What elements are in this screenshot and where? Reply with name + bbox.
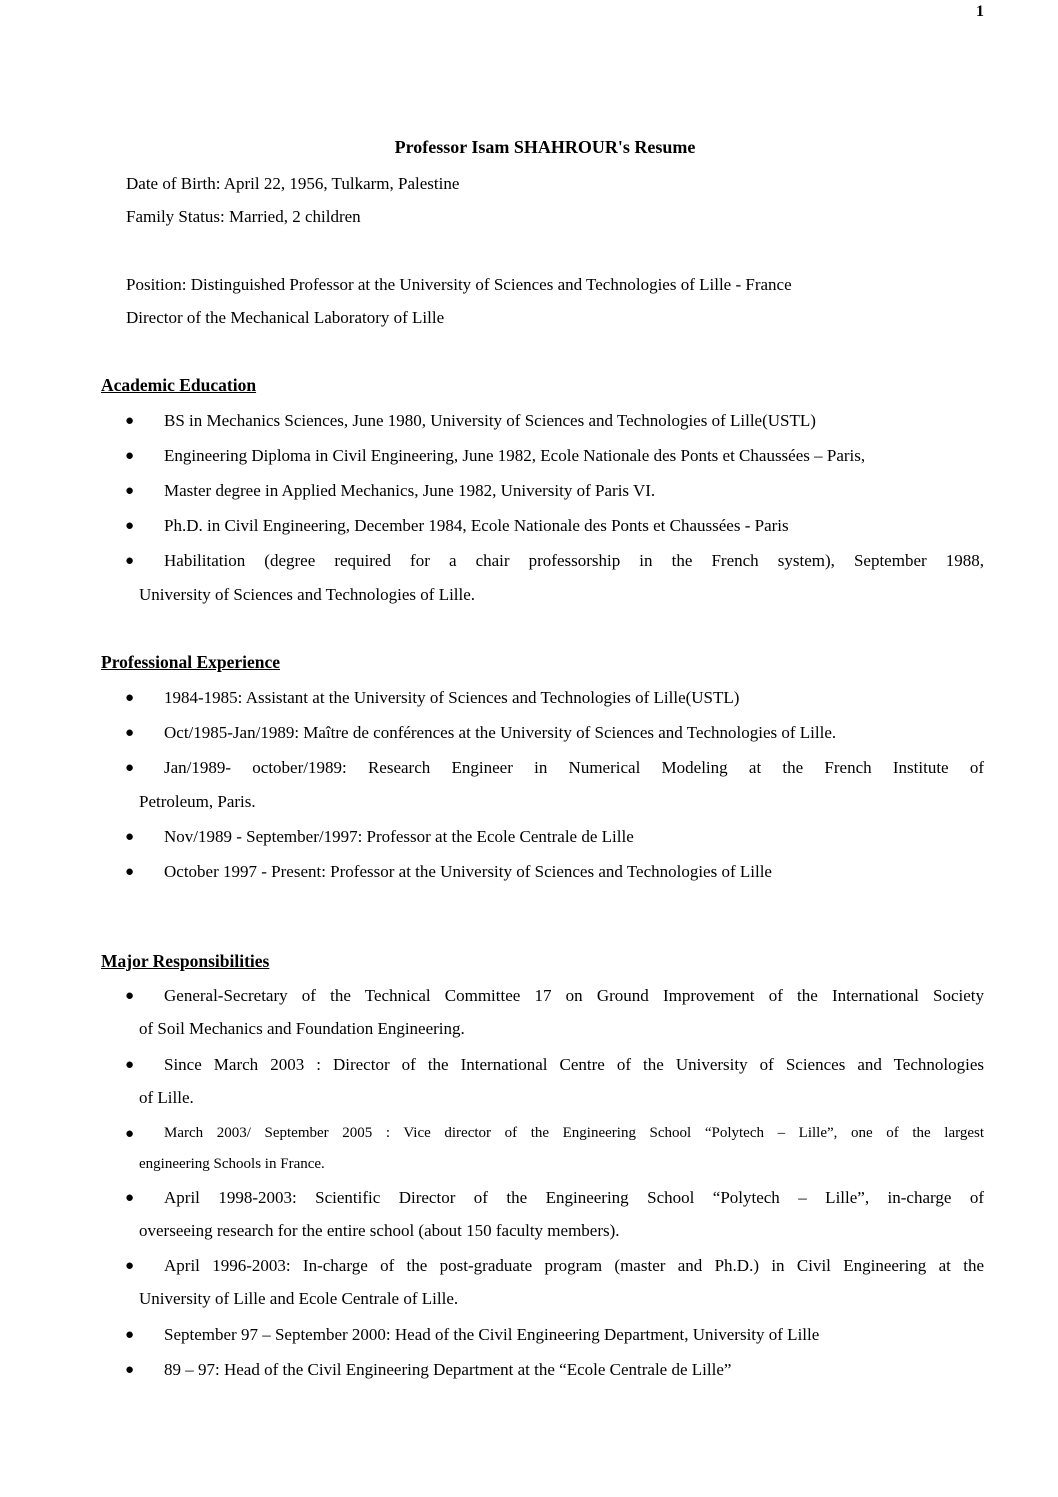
bullet-icon: ● bbox=[125, 988, 135, 1004]
birth-line: Date of Birth: April 22, 1956, Tulkarm, Palestine bbox=[126, 174, 460, 193]
list-item: Master degree in Applied Mechanics, June 1982, University of Paris VI. bbox=[164, 481, 656, 500]
list-item-continuation: engineering Schools in France. bbox=[139, 1156, 325, 1172]
page-number: 1 bbox=[976, 3, 984, 20]
bullet-icon: ● bbox=[125, 1327, 135, 1343]
list-item-continuation: of Soil Mechanics and Foundation Engineering. bbox=[139, 1019, 465, 1038]
list-item-continuation: University of Sciences and Technologies of Lille. bbox=[139, 585, 476, 604]
list-item: April 1996-2003: In-charge of the post-graduate program (master and Ph.D.) in Civil Engineering at the bbox=[164, 1256, 984, 1275]
list-item-continuation: Petroleum, Paris. bbox=[139, 792, 256, 811]
list-item: Ph.D. in Civil Engineering, December 1984, Ecole Nationale des Ponts et Chaussées - Paris bbox=[164, 516, 789, 535]
list-item: Since March 2003 : Director of the International Centre of the University of Sciences and Technologies bbox=[164, 1055, 984, 1074]
bullet-icon: ● bbox=[125, 760, 135, 776]
responsibilities-heading: Major Responsibilities bbox=[101, 951, 270, 971]
family-line: Family Status: Married, 2 children bbox=[126, 207, 361, 226]
list-item: BS in Mechanics Sciences, June 1980, University of Sciences and Technologies of Lille(USTL) bbox=[164, 411, 816, 430]
bullet-icon: ● bbox=[125, 1258, 135, 1274]
list-item: Habilitation (degree required for a chair professorship in the French system), September 1988, bbox=[164, 551, 984, 570]
list-item: 89 – 97: Head of the Civil Engineering Department at the “Ecole Centrale de Lille” bbox=[164, 1360, 732, 1379]
list-item-continuation: University of Lille and Ecole Centrale of Lille. bbox=[139, 1289, 459, 1308]
bullet-icon: ● bbox=[125, 413, 135, 429]
education-heading: Academic Education bbox=[101, 375, 257, 395]
list-item-continuation: overseeing research for the entire school (about 150 faculty members). bbox=[139, 1221, 620, 1240]
list-item: Oct/1985-Jan/1989: Maître de conférences at the University of Sciences and Technologies of Lille. bbox=[164, 723, 837, 742]
bullet-icon: ● bbox=[125, 483, 135, 499]
bullet-icon: ● bbox=[125, 448, 135, 464]
page-title: Professor Isam SHAHROUR's Resume bbox=[394, 137, 696, 157]
experience-heading: Professional Experience bbox=[101, 652, 281, 672]
bullet-icon: ● bbox=[125, 553, 135, 569]
bullet-icon: ● bbox=[125, 829, 135, 845]
list-item: October 1997 - Present: Professor at the University of Sciences and Technologies of Lille bbox=[164, 862, 772, 881]
bullet-icon: ● bbox=[125, 1057, 135, 1073]
list-item: General-Secretary of the Technical Committee 17 on Ground Improvement of the International Society bbox=[164, 986, 984, 1005]
position-line: Position: Distinguished Professor at the University of Sciences and Technologies of Lille - France bbox=[126, 275, 792, 294]
list-item: Nov/1989 - September/1997: Professor at the Ecole Centrale de Lille bbox=[164, 827, 634, 846]
list-item: April 1998-2003: Scientific Director of the Engineering School “Polytech – Lille”, in-charge of bbox=[164, 1188, 984, 1207]
director-line: Director of the Mechanical Laboratory of Lille bbox=[126, 308, 445, 327]
bullet-icon: ● bbox=[125, 690, 135, 706]
list-item-continuation: of Lille. bbox=[139, 1088, 194, 1107]
bullet-icon: ● bbox=[125, 1362, 135, 1378]
list-item: Jan/1989- october/1989: Research Engineer in Numerical Modeling at the French Institute of bbox=[164, 758, 984, 777]
list-item: Engineering Diploma in Civil Engineering, June 1982, Ecole Nationale des Ponts et Chaussées – Paris, bbox=[164, 446, 866, 465]
bullet-icon: ● bbox=[125, 864, 135, 880]
list-item: 1984-1985: Assistant at the University of Sciences and Technologies of Lille(USTL) bbox=[164, 688, 740, 707]
bullet-icon: ● bbox=[125, 1190, 135, 1206]
bullet-icon: ● bbox=[125, 1126, 135, 1142]
bullet-icon: ● bbox=[125, 725, 135, 741]
list-item: March 2003/ September 2005 : Vice director of the Engineering School “Polytech – Lille”, one of the largest bbox=[164, 1125, 984, 1141]
bullet-icon: ● bbox=[125, 518, 135, 534]
list-item: September 97 – September 2000: Head of the Civil Engineering Department, University of Lille bbox=[164, 1325, 820, 1344]
